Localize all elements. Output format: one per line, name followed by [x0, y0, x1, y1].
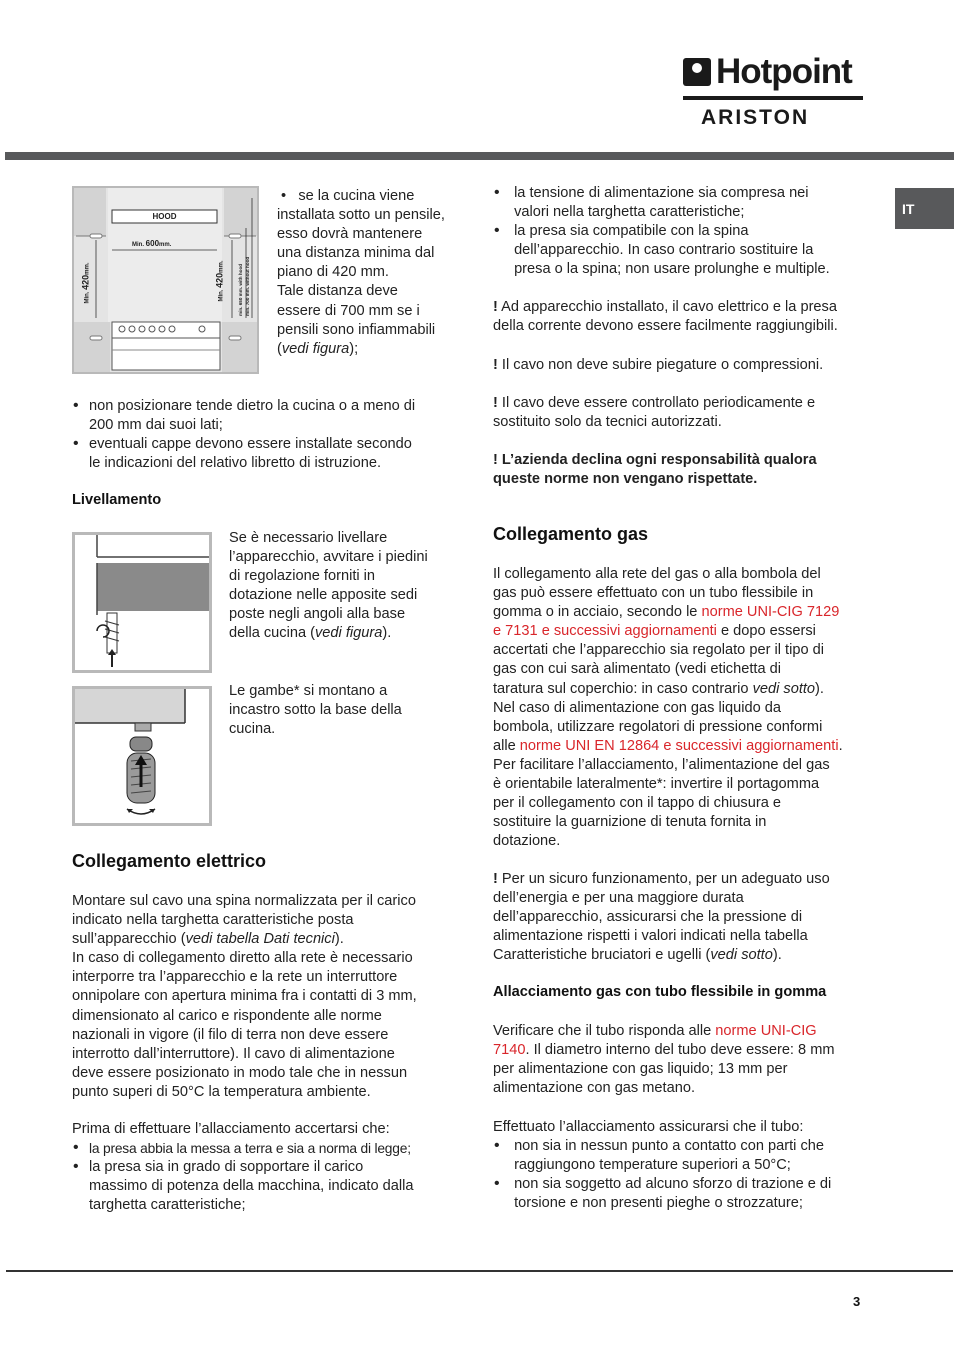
min-700-label: min. 700 mm. without hood: [245, 256, 250, 316]
hose-check-intro: Effettuato l’allacciamento assicurarsi che il tubo:: [493, 1119, 804, 1135]
legs-text: Le gambe* si montano a incastro sotto la base della cucina.: [229, 683, 402, 738]
logo-rule: [683, 96, 863, 100]
installation-figure: [72, 186, 259, 374]
min-600-label: Min. 600mm.: [132, 239, 172, 248]
header-bar: [5, 152, 954, 160]
footer-rule: [6, 1270, 953, 1272]
brand-name: Hotpoint: [716, 52, 852, 91]
norm-reference: norme UNI EN 12864 e successivi aggiornamenti: [519, 737, 839, 754]
list-item: • eventuali cappe devono essere installate secondo le indicazioni del relativo libretto di istruzione.: [72, 435, 452, 473]
cabinet-distance-text: • se la cucina viene installata sotto un pensile, esso dovrà mantenere una distanza minima dal piano di 420 mm. Tale distanza deve essere di 700 mm se i pensili sono infiammabili (vedi figura);: [277, 188, 445, 357]
warning-liability: ! L’azienda declina ogni responsabilità qualora queste norme non vengano rispettate.: [493, 452, 817, 488]
logo-square-icon: [683, 58, 711, 86]
norm-reference: 7140: [493, 1042, 526, 1059]
norm-reference: e 7131 e successivi aggiornamenti: [493, 623, 717, 640]
electrical-check-bullets: [72, 1139, 452, 1215]
leveling-figure: [72, 532, 212, 673]
legs-diagram: [75, 689, 209, 823]
norm-reference: norme UNI-CIG 7129: [701, 604, 840, 621]
list-item: • la presa sia compatibile con la spina dell’apparecchio. In caso contrario sostituire la presa o la spina; non usare prolunghe e multiple.: [493, 222, 863, 279]
electrical-paragraph: Montare sul cavo una spina normalizzata per il carico indicato nella targhetta caratteristiche posta sull’apparecchio (vedi tabella Dati tecnici). In caso di collegamento diretto alla rete è necessario interporre tra l’apparecchio e la rete un interruttore onnipolare con apertura minima fra i contatti di 3 mm, dimensionato al carico e rispondente alle norme nazionali in vigore (il filo di terra non deve essere interrotto dall’interruttore). Il cavo di alimentazione deve essere posizionato in modo tale che in nessun punto superi di 50°C la temperatura ambiente.: [72, 893, 417, 1100]
warning-bending: ! Il cavo non deve subire piegature o compressioni.: [493, 357, 824, 373]
norm-reference: norme UNI-CIG: [715, 1023, 817, 1039]
min-650-label: min. 650 mm. with hood: [238, 263, 243, 316]
hose-check-bullets: [493, 1137, 873, 1213]
list-item: • non sia soggetto ad alcuno sforzo di trazione e di torsione e non presenti pieghe o strozzature;: [493, 1175, 873, 1213]
electrical-check-intro: Prima di effettuare l’allacciamento accertarsi che:: [72, 1121, 390, 1137]
language-tab: IT: [895, 188, 954, 229]
electrical-heading: Collegamento elettrico: [72, 851, 267, 871]
rubber-hose-paragraph: Verificare che il tubo risponda alle norme UNI-CIG 7140. Il diametro interno del tubo deve essere: 8 mm per alimentazione con gas liquido; 13 mm per alimentazione con gas metano.: [493, 1023, 835, 1097]
list-item: • la presa abbia la messa a terra e sia a norma di legge;: [72, 1139, 452, 1158]
list-item: • la presa sia in grado di sopportare il carico massimo di potenza della macchina, indicato dalla targhetta caratteristiche;: [72, 1158, 452, 1215]
min-420-left-label: Min. 420mm.: [80, 262, 91, 304]
warning-check: ! Il cavo deve essere controllato periodicamente e sostituito solo da tecnici autorizzati.: [493, 395, 816, 431]
list-item: • non posizionare tende dietro la cucina o a meno di 200 mm dai suoi lati;: [72, 397, 452, 435]
gas-paragraph: Il collegamento alla rete del gas o alla bombola del gas può essere effettuato con un tubo flessibile in gomma o in acciaio, secondo le norme UNI-CIG 7129 e 7131 e successivi aggiornamenti e dopo essersi accertati che l’apparecchio sia regolato per il tipo di gas con cui sarà alimentato (vedi etichetta di taratura sul coperchio: in caso contrario vedi sotto). Nel caso di alimentazione con gas liquido da bombola, utilizzare regolatori di pressione conformi alle norme UNI EN 12864 e successivi aggiornamenti. Per facilitare l’allacciamento, l’alimentazione del gas è orientabile lateralmente*: invertire il portagomma per il collegamento con il tappo di chiusura e sostituire la guarnizione di tenuta fornita in dotazione.: [493, 566, 843, 850]
livellamento-heading: Livellamento: [72, 492, 162, 508]
warning-pressure: ! Per un sicuro funzionamento, per un adeguato uso dell’energia e per una maggiore durata dell’apparecchio, assicurarsi che la pressione di alimentazione rispetti i valori indicati nella tabella Caratteristiche bruciatori e ugelli (vedi sotto).: [493, 871, 830, 964]
list-item: • non sia in nessun punto a contatto con parti che raggiungono temperature superiori a 50°C;: [493, 1137, 873, 1175]
legs-figure: [72, 686, 212, 826]
page-number: 3: [853, 1294, 861, 1309]
rubber-hose-heading: Allacciamento gas con tubo flessibile in gomma: [493, 984, 827, 1000]
list-item: • la tensione di alimentazione sia compresa nei valori nella targhetta caratteristiche;: [493, 184, 863, 222]
right-bullets: [493, 184, 863, 279]
gas-heading: Collegamento gas: [493, 524, 649, 544]
placement-bullets: [72, 397, 452, 473]
brand-logo: [683, 54, 863, 130]
brand-sub: ARISTON: [701, 106, 810, 129]
warning-accessible: ! Ad apparecchio installato, il cavo elettrico e la presa della corrente devono essere facilmente raggiungibili.: [493, 299, 838, 335]
min-420-right-label: Min. 420mm.: [214, 260, 225, 302]
leveling-text: Se è necessario livellare l’apparecchio, avvitare i piedini di regolazione forniti in dotazione nelle apposite sedi poste negli angoli alla base della cucina (vedi figura).: [229, 530, 428, 642]
leveling-diagram: [75, 535, 209, 670]
hood-label: HOOD: [152, 212, 177, 221]
